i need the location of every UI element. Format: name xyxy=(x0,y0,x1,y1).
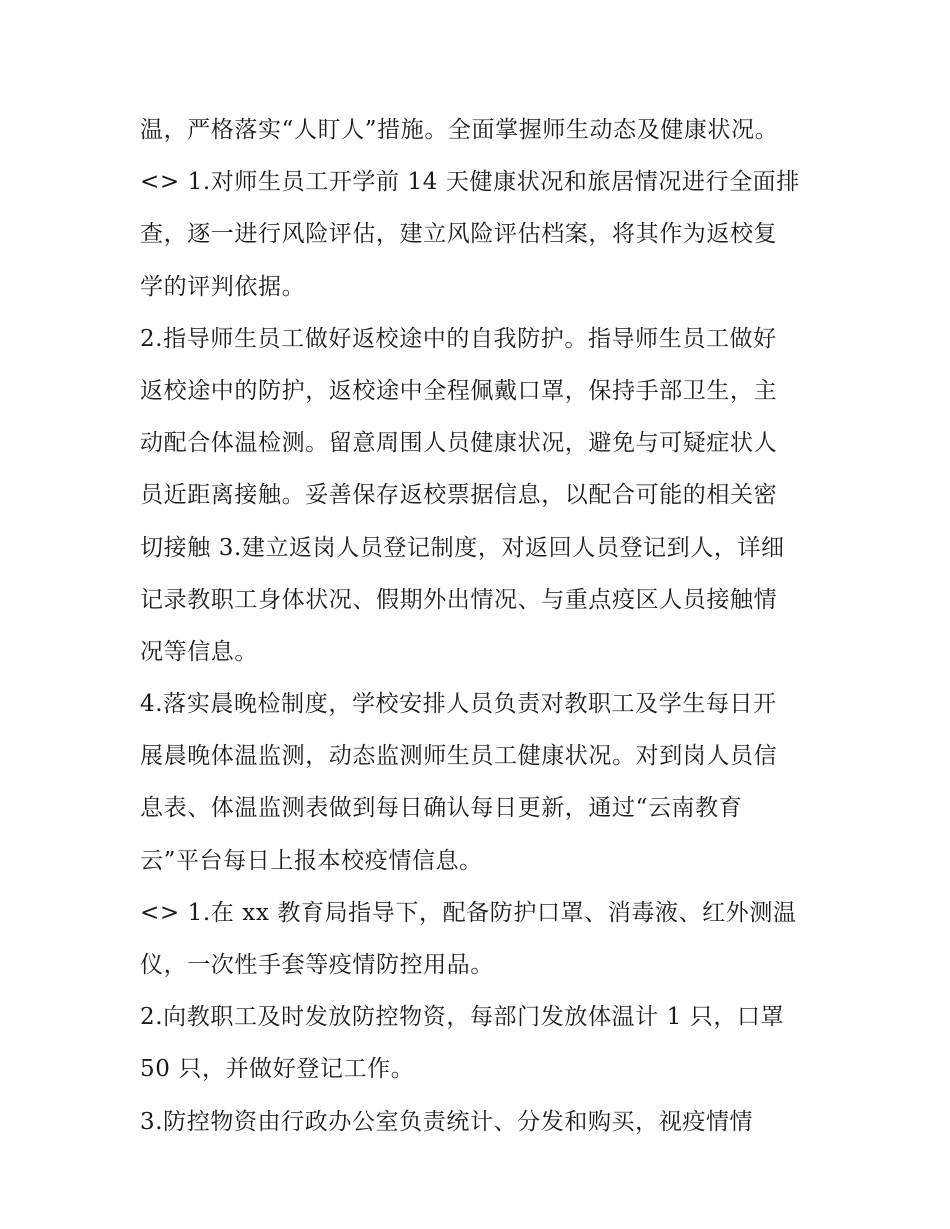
document-body xyxy=(140,104,820,1148)
text-line: 云”平台每日上报本校疫情信息。 xyxy=(140,847,483,874)
text-line: 仪，一次性手套等疫情防控用品。 xyxy=(140,952,494,978)
text-line: <> 1.对师生员工开学前 14 天健康状况和旅居情况进行全面排 xyxy=(140,169,800,196)
text-line: 2.指导师生员工做好返校途中的自我防护。指导师生员工做好 xyxy=(140,325,777,352)
text-line: 50 只，并做好登记工作。 xyxy=(140,1056,415,1083)
text-line: 况等信息。 xyxy=(140,638,258,665)
text-line: 展晨晚体温监测，动态监测师生员工健康状况。对到岗人员信 xyxy=(140,743,778,770)
text-line: 息表、体温监测表做到每日确认每日更新，通过“云南教育 xyxy=(140,795,743,822)
text-line: 返校途中的防护，返校途中全程佩戴口罩，保持手部卫生，主 xyxy=(140,377,778,404)
text-line: 4.落实晨晚检制度，学校安排人员负责对教职工及学生每日开 xyxy=(140,691,777,718)
text-line: 学的评判依据。 xyxy=(140,273,306,300)
text-line: 查，逐一进行风险评估，建立风险评估档案，将其作为返校复 xyxy=(140,221,778,248)
text-line: <> 1.在 xx 教育局指导下，配备防护口罩、消毒液、红外测温 xyxy=(140,899,797,926)
text-line: 切接触 3.建立返岗人员登记制度，对返回人员登记到人，详细 xyxy=(140,534,785,561)
text-line: 记录教职工身体状况、假期外出情况、与重点疫区人员接触情 xyxy=(140,586,778,613)
text-line: 温，严格落实“人盯人”措施。全面掌握师生动态及健康状况。 xyxy=(140,117,779,143)
text-line: 3.防控物资由行政办公室负责统计、分发和购买，视疫情情 xyxy=(140,1108,754,1135)
text-line: 员近距离接触。妥善保存返校票据信息，以配合可能的相关密 xyxy=(140,482,778,509)
text-line: 2.向教职工及时发放防控物资，每部门发放体温计 1 只，口罩 xyxy=(140,1004,785,1031)
text-line: 动配合体温检测。留意周围人员健康状况，避免与可疑症状人 xyxy=(140,430,778,457)
